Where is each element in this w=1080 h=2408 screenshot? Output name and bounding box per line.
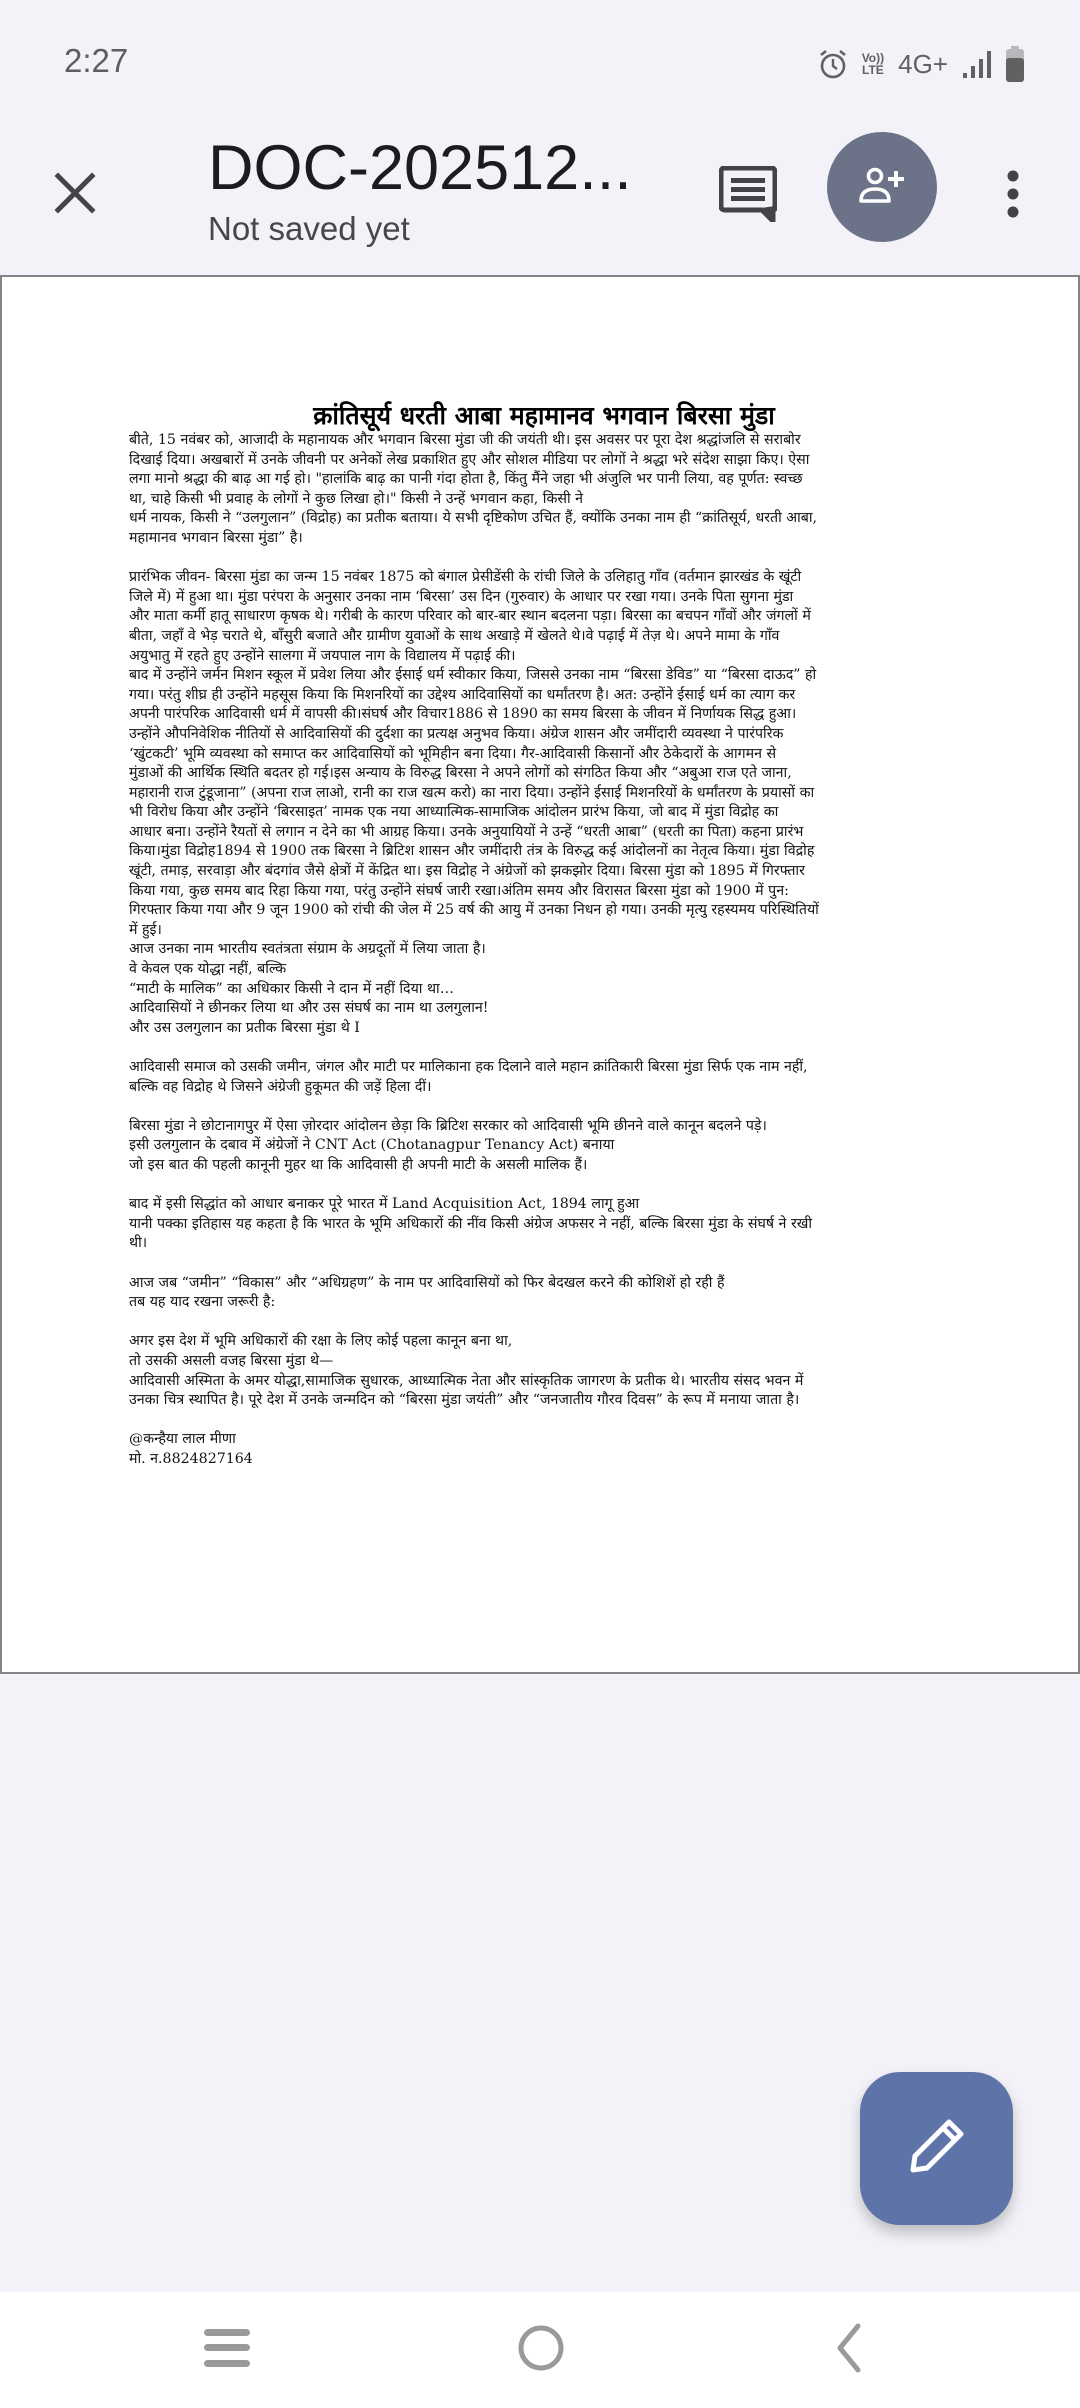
document-heading: क्रांतिसूर्य धरती आबा महामानव भगवान बिरसा मुंडा [313,401,775,430]
document-line: बीता, जहाँ वे भेड़ चराते थे, बाँसुरी बजाते और ग्रामीण युवाओं के साथ अखाड़े में खेलते थे।वे पढ़ाई में तेज़ थे। अपने मामा के गाँव [129,627,780,644]
recent-apps-button[interactable] [182,2312,272,2388]
document-title: DOC-202512... [208,133,632,203]
document-line: गिरफ्तार किया गया और 9 जून 1900 को रांची की जेल में 25 वर्ष की आयु में उनका निधन हो गया। उनकी मृत्यु रहस्यमय परिस्थितियों [129,902,819,919]
close-icon [53,171,97,220]
paragraph-gap [129,1313,959,1333]
document-line: “माटी के मालिक” का अधिकार किसी ने दान में नहीं दिया था… [129,980,454,997]
alarm-icon [818,48,848,80]
edit-fab[interactable] [860,2072,1013,2225]
close-button[interactable] [40,160,110,230]
document-line: इसी उलगुलान के दबाव में अंग्रेजों ने CNT Act (Chotanagpur Tenancy Act) बनाया [129,1137,615,1154]
edit-icon [909,2118,965,2179]
document-line: और उस उलगुलान का प्रतीक बिरसा मुंडा थे I [129,1019,360,1036]
document-line: गया। परंतु शीघ्र ही उन्होंने महसूस किया कि मिशनरियों का उद्देश्य आदिवासियों का धर्मांतरण है। अत: उन्होंने ईसाई धर्म का त्याग कर [129,686,796,703]
recent-apps-icon [202,2327,252,2374]
document-line: धर्म नायक, किसी ने “उलगुलान” (विद्रोह) का प्रतीक बताया। ये सभी दृष्टिकोण उचित हैं, क्योंकि उनका नाम ही “क्रांतिसूर्य, धरती आबा, [129,510,818,527]
document-line: अपनी पारंपरिक आदिवासी धर्म में वापसी की।संघर्ष और विचार1886 से 1890 का समय बिरसा के जीवन में निर्णायक सिद्ध हुआ। [129,706,797,723]
document-line: लगा मानो श्रद्धा की बाढ़ आ गई हो। "हालांकि बाढ़ का पानी गंदा होता है, किंतु मैंने जहा भी अंजुलि भर पानी लिया, वह पूर्णत: स्वच्छ [129,471,803,488]
comment-icon [719,166,777,227]
signal-icon [962,49,992,79]
document-line: आज जब “जमीन” “विकास” और “अधिग्रहण” के नाम पर आदिवासियों को फिर बेदखल करने की कोशिशें हो रही हैं [129,1274,725,1291]
document-line: किया।मुंडा विद्रोह1894 से 1900 तक बिरसा ने ब्रिटिश शासन और जमींदारी तंत्र के विरुद्ध कई आंदोलनों का नेतृत्व किया। मुंडा विद्रोह [129,843,815,860]
document-line: जिले में) में हुआ था। मुंडा परंपरा के अनुसार उनका नाम ‘बिरसा’ उस दिन (गुरुवार) के आधार पर रखा गया। उनके पिता सुगना मुंडा [129,588,794,605]
document-line: आदिवासी अस्मिता के अमर योद्धा,सामाजिक सुधारक, आध्यात्मिक नेता और सांस्कृतिक जागरण के प्रतीक थे। भारतीय संसद भवन में [129,1372,804,1389]
document-line: अयुभातु में रहते हुए उन्होंने सालगा में जयपाल नाग के विद्यालय में पढ़ाई की। [129,647,516,664]
status-bar [0,0,1080,120]
document-line: तो उसकी असली वजह बिरसा मुंडा थे— [129,1352,334,1369]
home-button[interactable] [496,2312,586,2388]
document-line: वे केवल एक योद्धा नहीं, बल्कि [129,961,287,978]
document-line: ‘खुंटकटी’ भूमि व्यवस्था को समाप्त कर आदिवासियों को भूमिहीन बना दिया। गैर-आदिवासी किसानों और ठेकेदारों के आगमन से [129,745,777,762]
document-line: आदिवासी समाज को उसकी जमीन, जंगल और माटी पर मालिकाना हक दिलाने वाले महान क्रांतिकारी बिरसा मुंडा सिर्फ एक नाम नहीं, [129,1059,808,1075]
document-line: बल्कि वह विद्रोह थे जिसने अंग्रेजी हुकूमत की जड़ें हिला दीं। [129,1078,432,1095]
document-line: आधार बना। उन्होंने रैयतों से लगान न देने का भी आग्रह किया। उनके अनुयायियों ने उन्हें “धरती आबा” (धरती का पिता) कहना प्रारंभ [129,823,804,840]
volte-icon: Vo)) LTE [861,51,885,77]
comments-button[interactable] [712,156,784,236]
document-line: दिखाई दिया। अखबारों में उनके जीवनी पर अनेकों लेख प्रकाशित हुए और सोशल मीडिया पर लोगों ने श्रद्धा भरे संदेश साझा किए। ऐसा [129,451,810,468]
status-time: 2:27 [64,42,129,79]
document-content [129,401,959,1469]
back-icon [832,2323,864,2378]
document-line: @कन्हैया लाल मीणा [129,1431,236,1448]
document-line: बिरसा मुंडा ने छोटानागपुर में ऐसा ज़ोरदार आंदोलन छेड़ा कि ब्रिटिश सरकार को आदिवासी भूमि छीनने वाले कानून बदलने पड़े। [129,1117,767,1134]
paragraph-gap [129,1176,959,1196]
more-options-button[interactable] [990,156,1036,236]
paragraph-gap [129,1038,959,1058]
document-line: बाद में उन्होंने जर्मन मिशन स्कूल में प्रवेश लिया और ईसाई धर्म स्वीकार किया, जिससे उनका नाम “बिरसा डेविड” या “बिरसा दाऊद” हो [129,667,817,684]
document-line: और माता कर्मी हातू साधारण कृषक थे। गरीबी के कारण परिवार को बार-बार स्थान बदलना पड़ा। बिरसा का बचपन गाँवों और जंगलों में [129,608,811,625]
document-line: महामानव भगवान बिरसा मुंडा” है। [129,529,303,546]
document-line: था, चाहे किसी भी प्रवाह के लोगों ने कुछ लिखा हो।" किसी ने उन्हें भगवान कहा, किसी ने [129,490,584,507]
document-line: बीते, 15 नवंबर को, आजादी के महानायक और भगवान बिरसा मुंडा जी की जयंती थी। इस अवसर पर पूरा देश श्रद्धांजलि से सराबोर [129,432,801,448]
document-line: प्रारंभिक जीवन- बिरसा मुंडा का जन्म 15 नवंबर 1875 को बंगाल प्रेसीडेंसी के रांची जिले के उलिहातु गाँव (वर्तमान झारखंड के खूंटी [129,569,802,586]
document-line: किया गया, कुछ समय बाद रिहा किया गया, परंतु उन्होंने संघर्ष जारी रखा।अंतिम समय और विरासत बिरसा मुंडा को 1900 में पुन: [129,882,789,899]
document-line: तब यह याद रखना जरूरी है: [129,1294,276,1311]
document-line: खूंटी, तमाड़, सरवाड़ा और बंदगांव जैसे क्षेत्रों में केंद्रित था। इस विद्रोह ने अंग्रेजों को झकझोर दिया। बिरसा मुंडा को 1895 में गिरफ्तार [129,863,805,880]
document-line: मुंडाओं की आर्थिक स्थिति बदतर हो गई।इस अन्याय के विरुद्ध बिरसा ने अपने लोगों को संगठित किया और “अबुआ राज एते जाना, [129,765,792,782]
app-bar [0,120,1080,276]
save-status: Not saved yet [208,210,410,247]
paragraph-gap [129,1254,959,1274]
document-line: यानी पक्का इतिहास यह कहता है कि भारत के भूमि अधिकारों की नींव किसी अंग्रेज अफसर ने नहीं, बल्कि बिरसा मुंडा के संघर्ष ने रखी [129,1215,813,1232]
battery-icon [1006,46,1024,82]
back-button[interactable] [803,2312,893,2388]
paragraph-gap [129,549,959,569]
document-line: आज उनका नाम भारतीय स्वतंत्रता संग्राम के अग्रदूतों में लिया जाता है। [129,941,486,958]
document-line: अगर इस देश में भूमि अधिकारों की रक्षा के लिए कोई पहला कानून बना था, [129,1333,513,1350]
person-add-icon [858,165,906,210]
document-line: थी। [129,1235,148,1252]
document-body [129,431,959,1469]
document-line: मो. न.8824827164 [129,1450,253,1467]
paragraph-gap [129,1097,959,1117]
document-line: बाद में इसी सिद्धांत को आधार बनाकर पूरे भारत में Land Acquisition Act, 1894 लागू हुआ [129,1196,640,1213]
system-navigation-bar [0,2292,1080,2408]
document-line: महारानी राज टुंडूजाना” (अपना राज लाओ, रानी का राज खत्म करो) का नारा दिया। उन्होंने ईसाई मिशनरियों के धर्मांतरण के प्रयासों का [129,784,815,801]
document-line: उनका चित्र स्थापित है। पूरे देश में उनके जन्मदिन को “बिरसा मुंडा जयंती” और “जनजातीय गौरव दिवस” के रूप में मनाया जाता है। [129,1392,800,1409]
document-line: में हुई। [129,921,162,938]
status-icons [818,44,1024,84]
document-line: उन्होंने औपनिवेशिक नीतियों से आदिवासियों की दुर्दशा का प्रत्यक्ष अनुभव किया। अंग्रेज शासन और जमींदारी व्यवस्था ने पारंपरिक [129,725,784,742]
paragraph-gap [129,1411,959,1431]
document-page[interactable] [0,275,1080,1674]
share-button[interactable] [827,132,937,242]
network-4g-plus-icon: 4G+ [898,48,948,79]
document-line: आदिवासियों ने छीनकर लिया था और उस संघर्ष का नाम था उलगुलान! [129,1000,489,1017]
home-icon [517,2324,565,2377]
more-vert-icon [1006,170,1020,223]
document-line: भी विरोध किया और उन्होंने ‘बिरसाइत’ नामक एक नया आध्यात्मिक-सामाजिक आंदोलन प्रारंभ किया, जो बाद में मुंडा विद्रोह का [129,804,779,821]
document-line: जो इस बात की पहली कानूनी मुहर था कि आदिवासी ही अपनी माटी के असली मालिक हैं। [129,1156,588,1173]
